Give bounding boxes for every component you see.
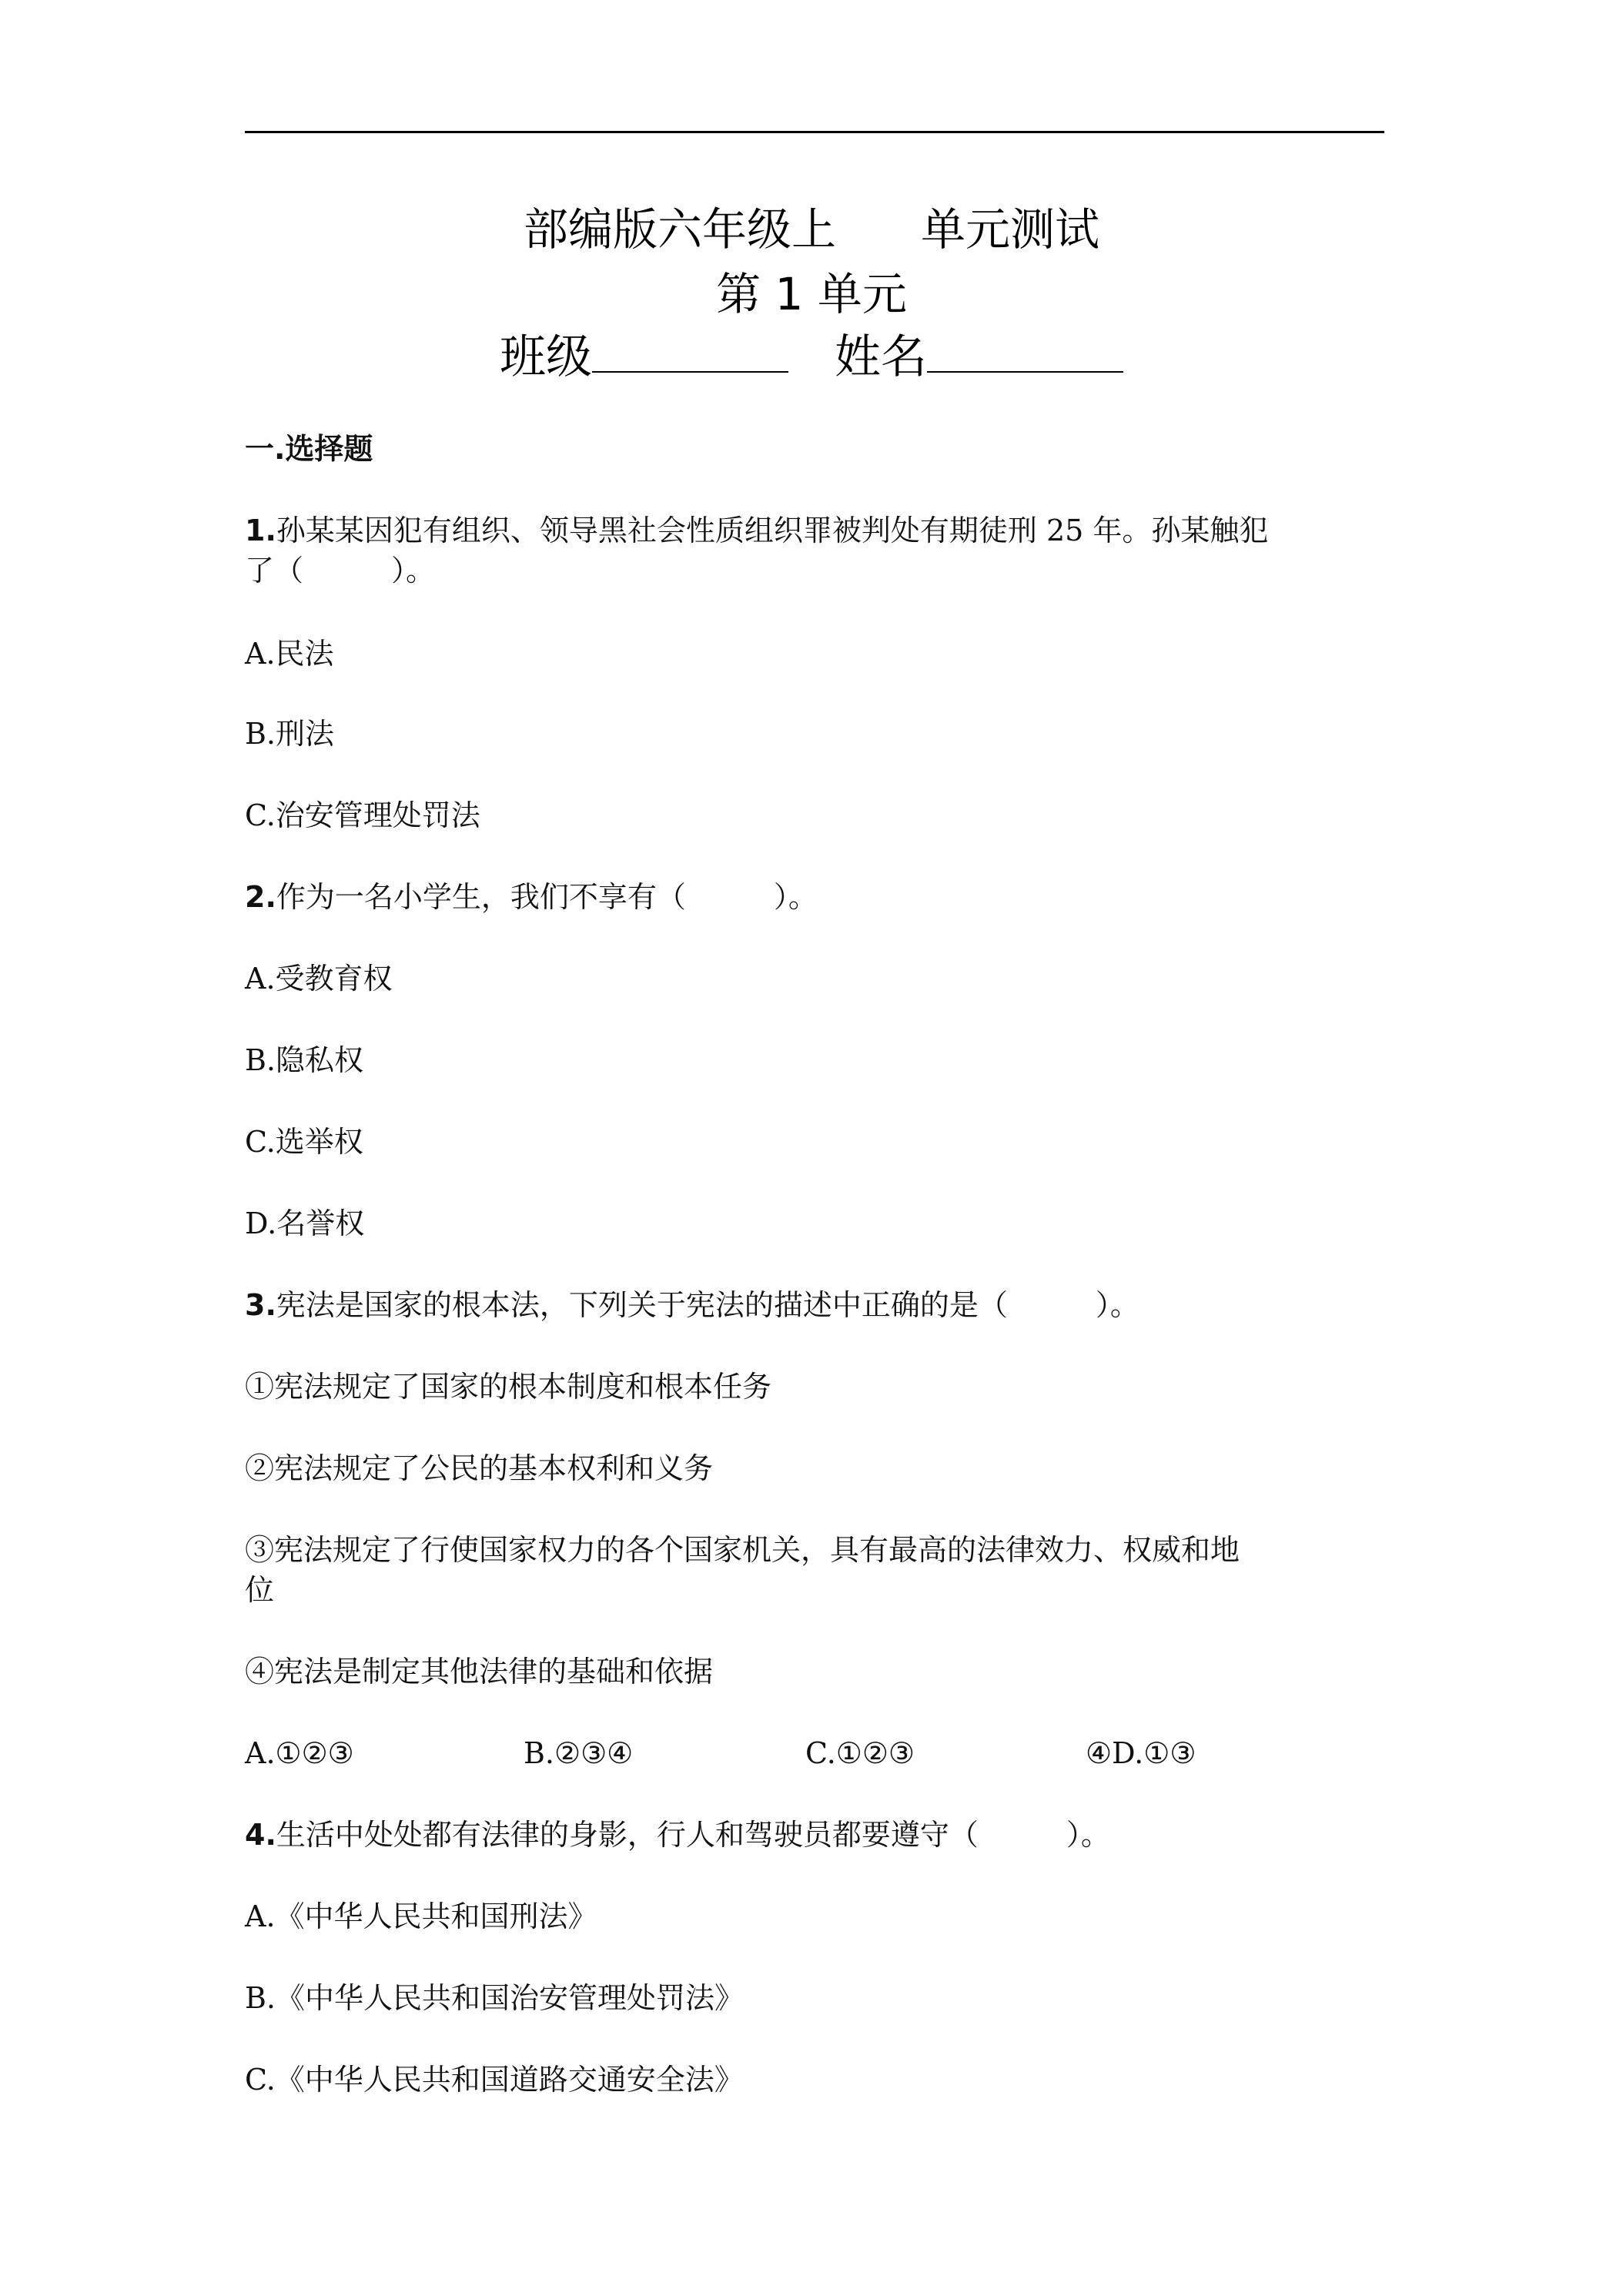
question-number: 1. [245,514,276,547]
name-blank [927,326,1123,373]
question-number: 4. [245,1818,276,1852]
option-c: C.《中华人民共和国道路交通安全法》 [245,2063,744,2097]
option-a: A.受教育权 [245,962,393,996]
question-number: 2. [245,880,276,914]
option-b: B.《中华人民共和国治安管理处罚法》 [245,1981,745,2015]
student-info-line [0,325,1623,390]
title-right: 单元测试 [921,203,1100,256]
question-text: 生活中处处都有法律的身影，行人和驾驶员都要遵守（ ）。 [276,1818,1110,1852]
question-number: 3. [245,1288,276,1322]
class-blank [592,326,788,373]
option-d: ④D.①③ [1086,1736,1196,1770]
statement-3-continued: 位 [245,1573,275,1607]
statement-3: ③宪法规定了行使国家权力的各个国家机关，具有最高的法律效力、权威和地 [245,1533,1240,1567]
question-text: 宪法是国家的根本法，下列关于宪法的描述中正确的是（ ）。 [276,1288,1139,1322]
question-4 [245,1814,1384,1856]
option-c: C.治安管理处罚法 [245,798,480,832]
option-a: A.①②③ [245,1736,354,1770]
option-b: B.②③④ [524,1736,634,1770]
title-left: 部编版六年级上 [523,203,836,256]
name-label: 姓名 [835,330,927,384]
question-1 [245,510,1384,551]
question-text: 作为一名小学生，我们不享有（ ）。 [276,880,818,914]
option-b: B.刑法 [245,717,335,751]
option-a: A.《中华人民共和国刑法》 [245,1899,597,1933]
question-text: 孙某某因犯有组织、领导黑社会性质组织罪被判处有期徒刑 25 年。孙某触犯 [276,514,1269,547]
statement-1: ①宪法规定了国家的根本制度和根本任务 [245,1370,772,1404]
question-3 [245,1284,1384,1326]
option-c: C.①②③ [805,1736,915,1770]
option-b: B.隐私权 [245,1043,364,1077]
option-d: D.名誉权 [245,1207,365,1240]
section-title: 一.选择题 [245,432,373,466]
question-2 [245,876,1384,918]
header-rule [245,131,1384,133]
class-label: 班级 [500,330,592,384]
statement-2: ②宪法规定了公民的基本权利和义务 [245,1451,714,1485]
option-a: A.民法 [245,637,334,671]
document-title [0,199,1623,260]
statement-4: ④宪法是制定其他法律的基础和依据 [245,1655,714,1689]
document-subtitle: 第 1 单元 [716,268,907,320]
question-1-continued: 了（ ）。 [245,554,436,587]
option-c: C.选举权 [245,1125,363,1159]
